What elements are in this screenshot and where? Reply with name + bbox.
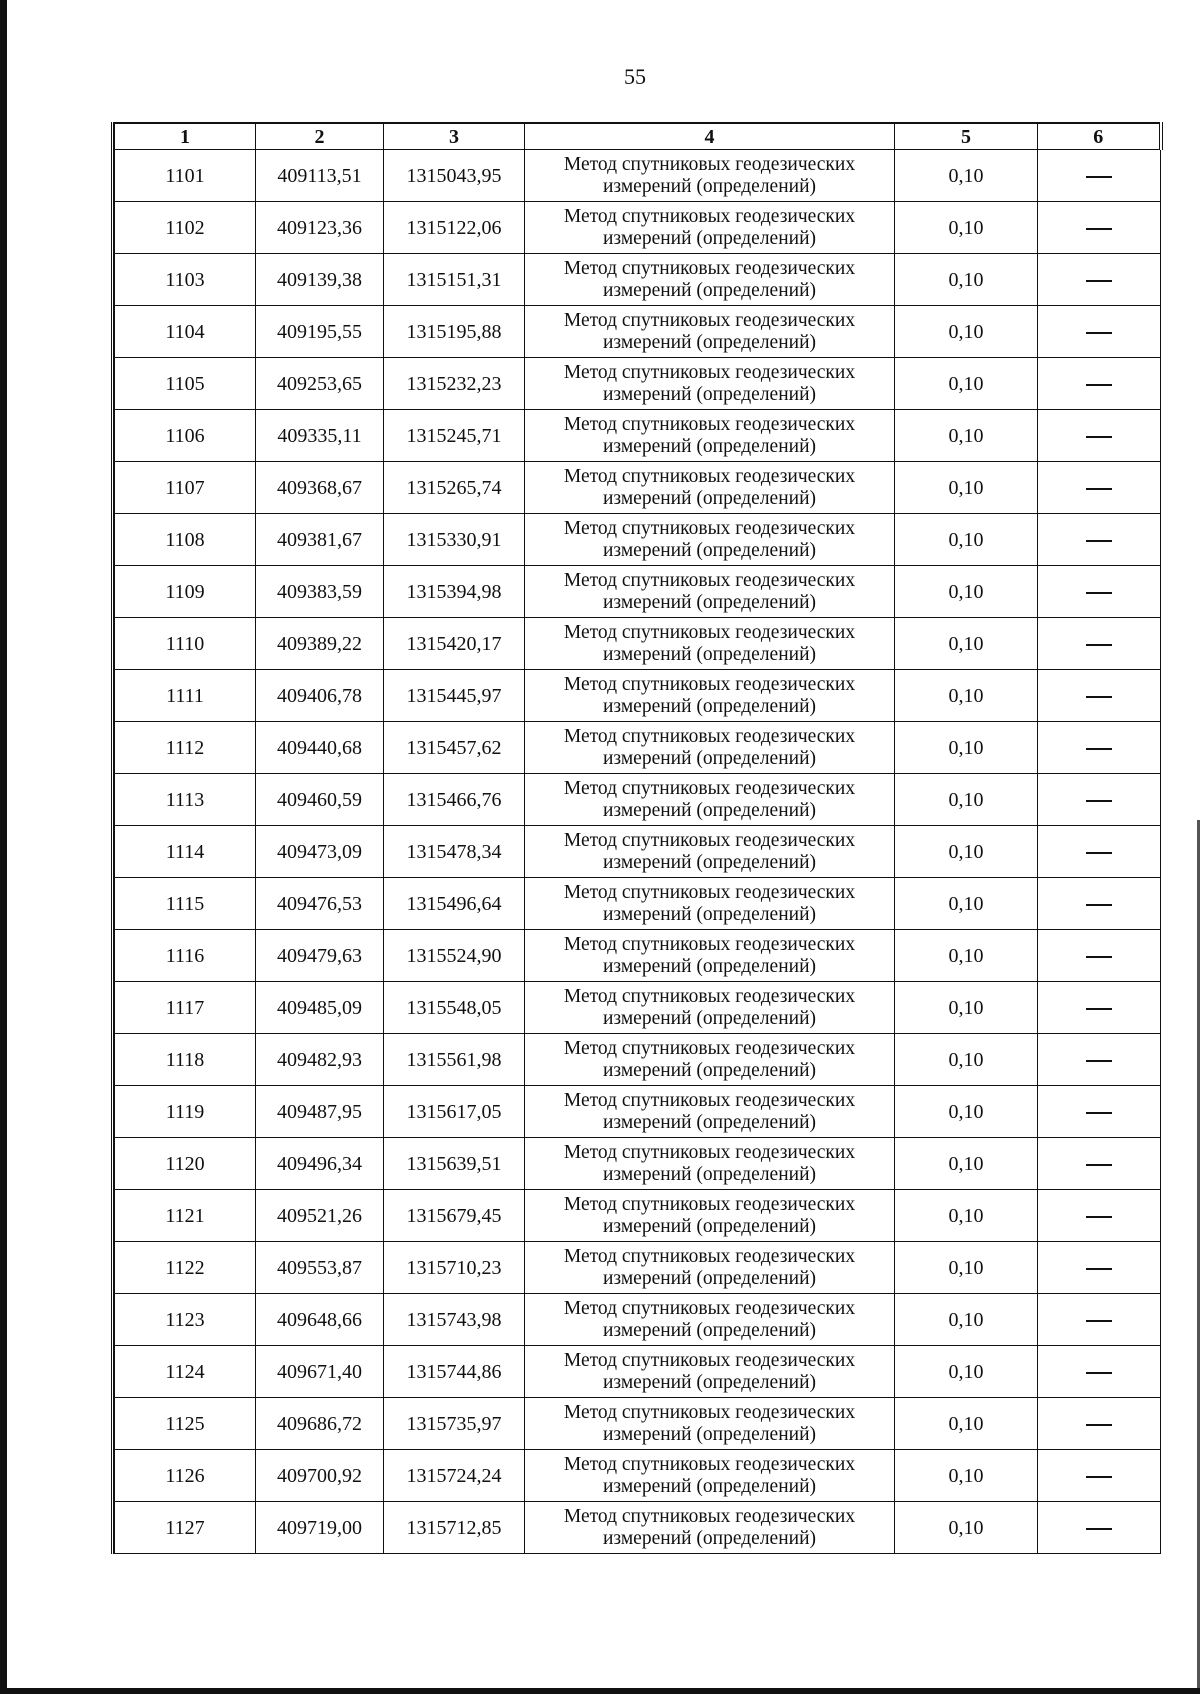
method-text-line-2: измерений (определений) bbox=[602, 695, 817, 717]
method-text-line-1: Метод спутниковых геодезических bbox=[563, 517, 856, 539]
table-body bbox=[115, 150, 1161, 1554]
accuracy-cell: 0,10 bbox=[895, 1034, 1038, 1086]
method-text-line-2: измерений (определений) bbox=[602, 487, 817, 509]
point-number-cell: 1125 bbox=[115, 1398, 256, 1450]
method-text-line-2: измерений (определений) bbox=[602, 1059, 817, 1081]
table-row bbox=[115, 202, 1161, 254]
method-text-line-2: измерений (определений) bbox=[602, 903, 817, 925]
method-text-line-1: Метод спутниковых геодезических bbox=[563, 881, 856, 903]
dash-mark bbox=[1086, 436, 1112, 438]
note-cell bbox=[1038, 306, 1161, 358]
x-coordinate-cell: 409389,22 bbox=[256, 618, 384, 670]
point-number-cell: 1115 bbox=[115, 878, 256, 930]
note-cell bbox=[1038, 1346, 1161, 1398]
accuracy-cell: 0,10 bbox=[895, 1346, 1038, 1398]
method-text-line-2: измерений (определений) bbox=[602, 175, 817, 197]
method-cell bbox=[525, 878, 895, 930]
method-cell bbox=[525, 1450, 895, 1502]
y-coordinate-cell: 1315245,71 bbox=[384, 410, 525, 462]
method-cell bbox=[525, 930, 895, 982]
x-coordinate-cell: 409487,95 bbox=[256, 1086, 384, 1138]
x-coordinate-cell: 409253,65 bbox=[256, 358, 384, 410]
note-cell bbox=[1038, 826, 1161, 878]
table-row bbox=[115, 566, 1161, 618]
method-cell bbox=[525, 462, 895, 514]
method-text-line-1: Метод спутниковых геодезических bbox=[563, 153, 856, 175]
table-row bbox=[115, 1190, 1161, 1242]
accuracy-cell: 0,10 bbox=[895, 462, 1038, 514]
accuracy-cell: 0,10 bbox=[895, 930, 1038, 982]
table-row bbox=[115, 1450, 1161, 1502]
y-coordinate-cell: 1315445,97 bbox=[384, 670, 525, 722]
table-row bbox=[115, 1138, 1161, 1190]
method-text-line-2: измерений (определений) bbox=[602, 1371, 817, 1393]
method-text-line-1: Метод спутниковых геодезических bbox=[563, 829, 856, 851]
note-cell bbox=[1038, 1190, 1161, 1242]
y-coordinate-cell: 1315466,76 bbox=[384, 774, 525, 826]
accuracy-cell: 0,10 bbox=[895, 982, 1038, 1034]
table-row bbox=[115, 1294, 1161, 1346]
y-coordinate-cell: 1315330,91 bbox=[384, 514, 525, 566]
accuracy-cell: 0,10 bbox=[895, 1398, 1038, 1450]
method-text-line-1: Метод спутниковых геодезических bbox=[563, 777, 856, 799]
column-header-1: 1 bbox=[115, 123, 256, 150]
point-number-cell: 1103 bbox=[115, 254, 256, 306]
y-coordinate-cell: 1315679,45 bbox=[384, 1190, 525, 1242]
note-cell bbox=[1038, 514, 1161, 566]
note-cell bbox=[1038, 1398, 1161, 1450]
method-text-line-1: Метод спутниковых геодезических bbox=[563, 205, 856, 227]
y-coordinate-cell: 1315043,95 bbox=[384, 150, 525, 202]
point-number-cell: 1117 bbox=[115, 982, 256, 1034]
y-coordinate-cell: 1315710,23 bbox=[384, 1242, 525, 1294]
method-cell bbox=[525, 306, 895, 358]
method-text-line-2: измерений (определений) bbox=[602, 1319, 817, 1341]
y-coordinate-cell: 1315151,31 bbox=[384, 254, 525, 306]
point-number-cell: 1109 bbox=[115, 566, 256, 618]
table-row bbox=[115, 878, 1161, 930]
dash-mark bbox=[1086, 488, 1112, 490]
dash-mark bbox=[1086, 852, 1112, 854]
point-number-cell: 1118 bbox=[115, 1034, 256, 1086]
y-coordinate-cell: 1315724,24 bbox=[384, 1450, 525, 1502]
x-coordinate-cell: 409671,40 bbox=[256, 1346, 384, 1398]
table-row bbox=[115, 1034, 1161, 1086]
note-cell bbox=[1038, 566, 1161, 618]
column-header-3: 3 bbox=[384, 123, 525, 150]
method-cell bbox=[525, 202, 895, 254]
point-number-cell: 1111 bbox=[115, 670, 256, 722]
table-row bbox=[115, 930, 1161, 982]
y-coordinate-cell: 1315232,23 bbox=[384, 358, 525, 410]
accuracy-cell: 0,10 bbox=[895, 878, 1038, 930]
point-number-cell: 1127 bbox=[115, 1502, 256, 1554]
method-text-line-2: измерений (определений) bbox=[602, 279, 817, 301]
method-text-line-1: Метод спутниковых геодезических bbox=[563, 1141, 856, 1163]
method-text-line-1: Метод спутниковых геодезических bbox=[563, 1349, 856, 1371]
x-coordinate-cell: 409123,36 bbox=[256, 202, 384, 254]
y-coordinate-cell: 1315122,06 bbox=[384, 202, 525, 254]
method-cell bbox=[525, 1034, 895, 1086]
method-text-line-1: Метод спутниковых геодезических bbox=[563, 1505, 856, 1527]
note-cell bbox=[1038, 150, 1161, 202]
point-number-cell: 1124 bbox=[115, 1346, 256, 1398]
table-row bbox=[115, 1502, 1161, 1554]
note-cell bbox=[1038, 670, 1161, 722]
dash-mark bbox=[1086, 1112, 1112, 1114]
method-cell bbox=[525, 1138, 895, 1190]
method-text-line-1: Метод спутниковых геодезических bbox=[563, 1089, 856, 1111]
scan-edge-bottom bbox=[0, 1688, 1200, 1694]
point-number-cell: 1119 bbox=[115, 1086, 256, 1138]
y-coordinate-cell: 1315743,98 bbox=[384, 1294, 525, 1346]
method-text-line-2: измерений (определений) bbox=[602, 1527, 817, 1549]
method-text-line-1: Метод спутниковых геодезических bbox=[563, 673, 856, 695]
method-cell bbox=[525, 982, 895, 1034]
method-cell bbox=[525, 150, 895, 202]
x-coordinate-cell: 409368,67 bbox=[256, 462, 384, 514]
method-text-line-1: Метод спутниковых геодезических bbox=[563, 1297, 856, 1319]
accuracy-cell: 0,10 bbox=[895, 722, 1038, 774]
accuracy-cell: 0,10 bbox=[895, 1190, 1038, 1242]
method-text-line-2: измерений (определений) bbox=[602, 591, 817, 613]
point-number-cell: 1106 bbox=[115, 410, 256, 462]
x-coordinate-cell: 409335,11 bbox=[256, 410, 384, 462]
x-coordinate-cell: 409113,51 bbox=[256, 150, 384, 202]
x-coordinate-cell: 409440,68 bbox=[256, 722, 384, 774]
x-coordinate-cell: 409473,09 bbox=[256, 826, 384, 878]
method-text-line-1: Метод спутниковых геодезических bbox=[563, 1453, 856, 1475]
table-row bbox=[115, 1346, 1161, 1398]
accuracy-cell: 0,10 bbox=[895, 826, 1038, 878]
x-coordinate-cell: 409383,59 bbox=[256, 566, 384, 618]
table-row bbox=[115, 358, 1161, 410]
point-number-cell: 1126 bbox=[115, 1450, 256, 1502]
point-number-cell: 1123 bbox=[115, 1294, 256, 1346]
column-header-6: 6 bbox=[1038, 123, 1161, 150]
method-text-line-1: Метод спутниковых геодезических bbox=[563, 413, 856, 435]
dash-mark bbox=[1086, 1372, 1112, 1374]
table-row bbox=[115, 722, 1161, 774]
point-number-cell: 1102 bbox=[115, 202, 256, 254]
accuracy-cell: 0,10 bbox=[895, 410, 1038, 462]
y-coordinate-cell: 1315735,97 bbox=[384, 1398, 525, 1450]
method-cell bbox=[525, 566, 895, 618]
method-text-line-2: измерений (определений) bbox=[602, 799, 817, 821]
y-coordinate-cell: 1315496,64 bbox=[384, 878, 525, 930]
method-cell bbox=[525, 514, 895, 566]
x-coordinate-cell: 409700,92 bbox=[256, 1450, 384, 1502]
method-cell bbox=[525, 1398, 895, 1450]
method-text-line-1: Метод спутниковых геодезических bbox=[563, 465, 856, 487]
method-cell bbox=[525, 618, 895, 670]
method-cell bbox=[525, 1294, 895, 1346]
point-number-cell: 1120 bbox=[115, 1138, 256, 1190]
note-cell bbox=[1038, 202, 1161, 254]
method-cell bbox=[525, 722, 895, 774]
note-cell bbox=[1038, 1294, 1161, 1346]
point-number-cell: 1113 bbox=[115, 774, 256, 826]
method-text-line-2: измерений (определений) bbox=[602, 1111, 817, 1133]
accuracy-cell: 0,10 bbox=[895, 1242, 1038, 1294]
method-text-line-2: измерений (определений) bbox=[602, 1423, 817, 1445]
dash-mark bbox=[1086, 332, 1112, 334]
method-text-line-2: измерений (определений) bbox=[602, 1163, 817, 1185]
note-cell bbox=[1038, 1242, 1161, 1294]
y-coordinate-cell: 1315639,51 bbox=[384, 1138, 525, 1190]
table-row bbox=[115, 774, 1161, 826]
method-text-line-2: измерений (определений) bbox=[602, 435, 817, 457]
method-text-line-1: Метод спутниковых геодезических bbox=[563, 1245, 856, 1267]
accuracy-cell: 0,10 bbox=[895, 254, 1038, 306]
accuracy-cell: 0,10 bbox=[895, 150, 1038, 202]
table-row bbox=[115, 982, 1161, 1034]
method-text-line-2: измерений (определений) bbox=[602, 1215, 817, 1237]
table-row bbox=[115, 514, 1161, 566]
point-number-cell: 1108 bbox=[115, 514, 256, 566]
x-coordinate-cell: 409496,34 bbox=[256, 1138, 384, 1190]
column-header-2: 2 bbox=[256, 123, 384, 150]
method-text-line-1: Метод спутниковых геодезических bbox=[563, 1193, 856, 1215]
dash-mark bbox=[1086, 1216, 1112, 1218]
method-cell bbox=[525, 826, 895, 878]
y-coordinate-cell: 1315561,98 bbox=[384, 1034, 525, 1086]
accuracy-cell: 0,10 bbox=[895, 202, 1038, 254]
method-text-line-2: измерений (определений) bbox=[602, 383, 817, 405]
dash-mark bbox=[1086, 540, 1112, 542]
point-number-cell: 1121 bbox=[115, 1190, 256, 1242]
x-coordinate-cell: 409485,09 bbox=[256, 982, 384, 1034]
method-text-line-1: Метод спутниковых геодезических bbox=[563, 361, 856, 383]
point-number-cell: 1116 bbox=[115, 930, 256, 982]
accuracy-cell: 0,10 bbox=[895, 1138, 1038, 1190]
table-row bbox=[115, 1398, 1161, 1450]
dash-mark bbox=[1086, 1528, 1112, 1530]
y-coordinate-cell: 1315548,05 bbox=[384, 982, 525, 1034]
x-coordinate-cell: 409479,63 bbox=[256, 930, 384, 982]
method-text-line-1: Метод спутниковых геодезических bbox=[563, 725, 856, 747]
method-text-line-1: Метод спутниковых геодезических bbox=[563, 309, 856, 331]
point-number-cell: 1122 bbox=[115, 1242, 256, 1294]
dash-mark bbox=[1086, 1268, 1112, 1270]
method-text-line-1: Метод спутниковых геодезических bbox=[563, 1401, 856, 1423]
method-cell bbox=[525, 254, 895, 306]
dash-mark bbox=[1086, 384, 1112, 386]
accuracy-cell: 0,10 bbox=[895, 1502, 1038, 1554]
dash-mark bbox=[1086, 748, 1112, 750]
x-coordinate-cell: 409476,53 bbox=[256, 878, 384, 930]
note-cell bbox=[1038, 878, 1161, 930]
note-cell bbox=[1038, 1450, 1161, 1502]
point-number-cell: 1105 bbox=[115, 358, 256, 410]
method-cell bbox=[525, 410, 895, 462]
accuracy-cell: 0,10 bbox=[895, 618, 1038, 670]
accuracy-cell: 0,10 bbox=[895, 306, 1038, 358]
method-cell bbox=[525, 774, 895, 826]
y-coordinate-cell: 1315265,74 bbox=[384, 462, 525, 514]
dash-mark bbox=[1086, 1424, 1112, 1426]
note-cell bbox=[1038, 722, 1161, 774]
y-coordinate-cell: 1315394,98 bbox=[384, 566, 525, 618]
x-coordinate-cell: 409719,00 bbox=[256, 1502, 384, 1554]
x-coordinate-cell: 409381,67 bbox=[256, 514, 384, 566]
note-cell bbox=[1038, 618, 1161, 670]
note-cell bbox=[1038, 1502, 1161, 1554]
accuracy-cell: 0,10 bbox=[895, 1086, 1038, 1138]
method-text-line-2: измерений (определений) bbox=[602, 955, 817, 977]
coordinates-table bbox=[114, 122, 1163, 1554]
dash-mark bbox=[1086, 904, 1112, 906]
dash-mark bbox=[1086, 1476, 1112, 1478]
note-cell bbox=[1038, 1086, 1161, 1138]
method-text-line-1: Метод спутниковых геодезических bbox=[563, 933, 856, 955]
table-header-row bbox=[115, 123, 1161, 150]
y-coordinate-cell: 1315617,05 bbox=[384, 1086, 525, 1138]
table-row bbox=[115, 150, 1161, 202]
dash-mark bbox=[1086, 176, 1112, 178]
method-text-line-1: Метод спутниковых геодезических bbox=[563, 621, 856, 643]
y-coordinate-cell: 1315478,34 bbox=[384, 826, 525, 878]
x-coordinate-cell: 409460,59 bbox=[256, 774, 384, 826]
method-text-line-2: измерений (определений) bbox=[602, 227, 817, 249]
dash-mark bbox=[1086, 644, 1112, 646]
point-number-cell: 1107 bbox=[115, 462, 256, 514]
y-coordinate-cell: 1315712,85 bbox=[384, 1502, 525, 1554]
dash-mark bbox=[1086, 1320, 1112, 1322]
method-text-line-1: Метод спутниковых геодезических bbox=[563, 257, 856, 279]
x-coordinate-cell: 409686,72 bbox=[256, 1398, 384, 1450]
method-text-line-1: Метод спутниковых геодезических bbox=[563, 985, 856, 1007]
accuracy-cell: 0,10 bbox=[895, 670, 1038, 722]
table-row bbox=[115, 410, 1161, 462]
point-number-cell: 1114 bbox=[115, 826, 256, 878]
method-cell bbox=[525, 1502, 895, 1554]
method-text-line-1: Метод спутниковых геодезических bbox=[563, 569, 856, 591]
column-header-5: 5 bbox=[895, 123, 1038, 150]
x-coordinate-cell: 409521,26 bbox=[256, 1190, 384, 1242]
method-text-line-2: измерений (определений) bbox=[602, 1267, 817, 1289]
x-coordinate-cell: 409139,38 bbox=[256, 254, 384, 306]
method-text-line-1: Метод спутниковых геодезических bbox=[563, 1037, 856, 1059]
coordinates-table-frame bbox=[111, 122, 1163, 1554]
accuracy-cell: 0,10 bbox=[895, 514, 1038, 566]
x-coordinate-cell: 409406,78 bbox=[256, 670, 384, 722]
y-coordinate-cell: 1315457,62 bbox=[384, 722, 525, 774]
dash-mark bbox=[1086, 956, 1112, 958]
accuracy-cell: 0,10 bbox=[895, 774, 1038, 826]
table-row bbox=[115, 670, 1161, 722]
method-cell bbox=[525, 1346, 895, 1398]
table-row bbox=[115, 618, 1161, 670]
table-row bbox=[115, 826, 1161, 878]
column-header-4: 4 bbox=[525, 123, 895, 150]
note-cell bbox=[1038, 254, 1161, 306]
x-coordinate-cell: 409648,66 bbox=[256, 1294, 384, 1346]
method-cell bbox=[525, 1086, 895, 1138]
y-coordinate-cell: 1315420,17 bbox=[384, 618, 525, 670]
point-number-cell: 1101 bbox=[115, 150, 256, 202]
method-text-line-2: измерений (определений) bbox=[602, 1007, 817, 1029]
method-text-line-2: измерений (определений) bbox=[602, 643, 817, 665]
page-number: 55 bbox=[624, 64, 646, 89]
table-row bbox=[115, 1242, 1161, 1294]
note-cell bbox=[1038, 462, 1161, 514]
table-row bbox=[115, 1086, 1161, 1138]
method-cell bbox=[525, 358, 895, 410]
method-text-line-2: измерений (определений) bbox=[602, 1475, 817, 1497]
y-coordinate-cell: 1315744,86 bbox=[384, 1346, 525, 1398]
note-cell bbox=[1038, 410, 1161, 462]
method-text-line-2: измерений (определений) bbox=[602, 331, 817, 353]
note-cell bbox=[1038, 1138, 1161, 1190]
note-cell bbox=[1038, 774, 1161, 826]
dash-mark bbox=[1086, 1164, 1112, 1166]
table-row bbox=[115, 306, 1161, 358]
table-row bbox=[115, 462, 1161, 514]
method-cell bbox=[525, 1190, 895, 1242]
dash-mark bbox=[1086, 280, 1112, 282]
dash-mark bbox=[1086, 696, 1112, 698]
y-coordinate-cell: 1315524,90 bbox=[384, 930, 525, 982]
scan-edge-left bbox=[0, 0, 7, 1694]
table-row bbox=[115, 254, 1161, 306]
dash-mark bbox=[1086, 592, 1112, 594]
x-coordinate-cell: 409553,87 bbox=[256, 1242, 384, 1294]
note-cell bbox=[1038, 930, 1161, 982]
note-cell bbox=[1038, 1034, 1161, 1086]
x-coordinate-cell: 409482,93 bbox=[256, 1034, 384, 1086]
accuracy-cell: 0,10 bbox=[895, 1294, 1038, 1346]
note-cell bbox=[1038, 358, 1161, 410]
method-text-line-2: измерений (определений) bbox=[602, 747, 817, 769]
dash-mark bbox=[1086, 800, 1112, 802]
method-text-line-2: измерений (определений) bbox=[602, 539, 817, 561]
point-number-cell: 1110 bbox=[115, 618, 256, 670]
method-text-line-2: измерений (определений) bbox=[602, 851, 817, 873]
dash-mark bbox=[1086, 228, 1112, 230]
point-number-cell: 1104 bbox=[115, 306, 256, 358]
y-coordinate-cell: 1315195,88 bbox=[384, 306, 525, 358]
method-cell bbox=[525, 1242, 895, 1294]
accuracy-cell: 0,10 bbox=[895, 566, 1038, 618]
point-number-cell: 1112 bbox=[115, 722, 256, 774]
dash-mark bbox=[1086, 1008, 1112, 1010]
dash-mark bbox=[1086, 1060, 1112, 1062]
note-cell bbox=[1038, 982, 1161, 1034]
method-cell bbox=[525, 670, 895, 722]
x-coordinate-cell: 409195,55 bbox=[256, 306, 384, 358]
accuracy-cell: 0,10 bbox=[895, 358, 1038, 410]
accuracy-cell: 0,10 bbox=[895, 1450, 1038, 1502]
